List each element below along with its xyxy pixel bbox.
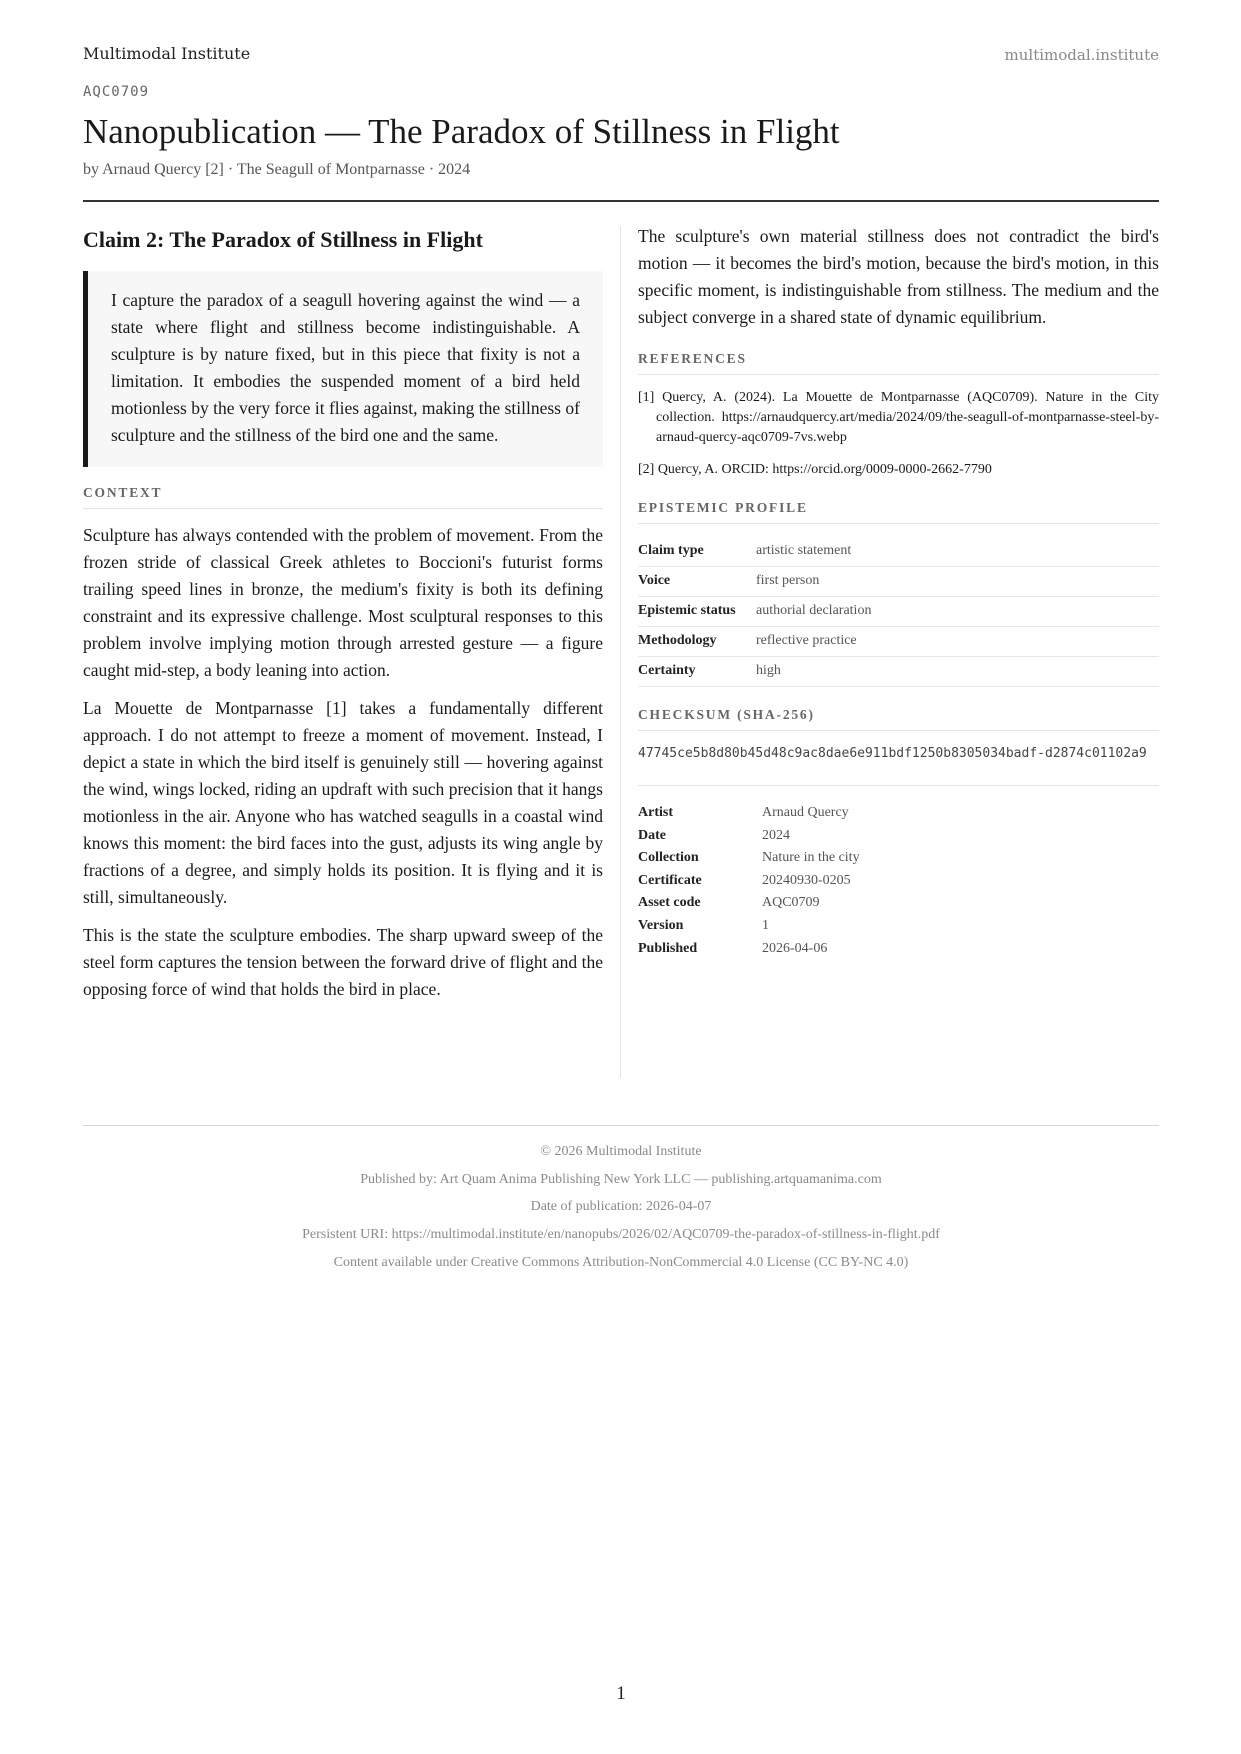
table-row <box>638 892 1159 915</box>
table-row <box>638 627 1159 657</box>
table-row <box>638 537 1159 567</box>
footer-copyright: © 2026 Multimodal Institute <box>540 1144 702 1159</box>
meta-value: Arnaud Quercy <box>762 805 849 820</box>
table-row <box>638 847 1159 870</box>
header-divider <box>83 200 1159 202</box>
profile-value: first person <box>756 567 1159 597</box>
profile-key: Certainty <box>638 657 756 687</box>
meta-value: 1 <box>762 917 769 933</box>
meta-key: Asset code <box>638 895 701 911</box>
right-column <box>638 226 1159 960</box>
table-row <box>638 802 1159 825</box>
reference-item: [2] Quercy, A. ORCID: https://orcid.org/0009-0000-2662-7790 <box>638 462 992 477</box>
meta-key: Published <box>638 940 698 956</box>
footer-publisher: Published by: Art Quam Anima Publishing New York LLC — publishing.artquamanima.com <box>360 1171 882 1187</box>
table-row <box>638 567 1159 597</box>
table-row <box>638 597 1159 627</box>
meta-key: Artist <box>638 805 673 820</box>
profile-key: Methodology <box>638 627 756 657</box>
context-paragraph: The sculpture's own material stillness does not contradict the bird's motion — it becomes the bird's motion, because the bird's motion, in this specific moment, is indistinguishable from stillness. The medium and the subject converge in a shared state of dynamic equilibrium. <box>638 226 1159 327</box>
footer-persistent-uri: Persistent URI: https://multimodal.institute/en/nanopubs/2026/02/AQC0709-the-paradox-of-stillness-in-flight.pdf <box>302 1227 940 1243</box>
institute-name: Multimodal Institute <box>83 44 251 63</box>
asset-code: AQC0709 <box>83 84 150 100</box>
meta-value: AQC0709 <box>762 895 820 911</box>
references-list <box>638 388 1159 480</box>
profile-value: reflective practice <box>756 627 1159 657</box>
page-footer <box>83 1143 1159 1281</box>
profile-value: high <box>756 657 1159 687</box>
checksum-label: CHECKSUM (SHA-256) <box>638 707 1159 731</box>
table-row <box>638 915 1159 938</box>
meta-key: Collection <box>638 850 699 866</box>
meta-key: Version <box>638 917 684 933</box>
meta-value: 20240930-0205 <box>762 872 851 888</box>
profile-key: Epistemic status <box>638 597 756 627</box>
profile-value: artistic statement <box>756 537 1159 567</box>
context-paragraph: This is the state the sculpture embodies. The sharp upward sweep of the steel form captures the tension between the forward drive of flight and the opposing force of wind that holds the bird in place. <box>83 925 603 999</box>
left-column <box>83 224 603 1014</box>
profile-key: Claim type <box>638 537 756 567</box>
table-row <box>638 657 1159 687</box>
column-divider <box>620 226 621 1078</box>
reference-item: [1] Quercy, A. (2024). La Mouette de Montparnasse (AQC0709). Nature in the City collection. https://arnaudquercy.art/media/2024/09/the-seagull-of-montparnasse-steel-by-arnaud-quercy-aqc0709-7vs.webp <box>638 390 1159 445</box>
claim-quote: I capture the paradox of a seagull hovering against the wind — a state where flight and stillness become indistinguishable. A sculpture is by nature fixed, but in this piece that fixity is not a limitation. It embodies the suspended moment of a bird held motionless by the very force it flies against, making the stillness of sculpture and the stillness of the bird one and the same. <box>83 271 603 467</box>
profile-value: authorial declaration <box>756 597 1159 627</box>
epistemic-profile-label: EPISTEMIC PROFILE <box>638 500 1159 524</box>
footer-divider <box>83 1125 1159 1126</box>
meta-value: 2024 <box>762 827 790 843</box>
references-label: REFERENCES <box>638 351 1159 375</box>
meta-value: Nature in the city <box>762 850 860 866</box>
document-page <box>83 0 1159 1754</box>
metadata-table <box>638 802 1159 960</box>
context-paragraph: La Mouette de Montparnasse [1] takes a fundamentally different approach. I do not attempt to freeze a moment of movement. Instead, I depict a state in which the bird itself is genuinely still — hovering against the wind, wings locked, riding an updraft with such precision that it hangs motionless in the air. Anyone who has watched seagulls in a coastal wind knows this moment: the bird faces into the gust, adjusts its wing angle by fractions of a degree, and simply holds its position. It is flying and it is still, simultaneously. <box>83 698 603 907</box>
footer-license: Content available under Creative Commons Attribution-NonCommercial 4.0 License (CC BY-NC 4.0) <box>333 1254 909 1270</box>
checksum-value: 47745ce5b8d80b45d48c9ac8dae6e911bdf1250b8305034badf-d2874c01102a9 <box>638 744 1159 786</box>
epistemic-profile-table <box>638 537 1159 687</box>
profile-key: Voice <box>638 567 756 597</box>
page-number: 1 <box>616 1683 626 1704</box>
site-domain: multimodal.institute <box>1004 46 1159 64</box>
meta-key: Date <box>638 827 666 843</box>
context-paragraph: Sculpture has always contended with the problem of movement. From the frozen stride of classical Greek athletes to Boccioni's futurist forms trailing speed lines in bronze, the medium's fixity is both its defining constraint and its expressive challenge. Most sculptural responses to this problem involve implying motion through arrested gesture — a figure caught mid-step, a body leaning into action. <box>83 525 603 680</box>
byline: by Arnaud Quercy [2] · The Seagull of Montparnasse · 2024 <box>83 161 471 178</box>
table-row <box>638 870 1159 893</box>
table-row <box>638 825 1159 848</box>
footer-publication-date: Date of publication: 2026-04-07 <box>530 1199 712 1215</box>
context-label: CONTEXT <box>83 485 603 509</box>
table-row <box>638 938 1159 961</box>
claim-title: Claim 2: The Paradox of Stillness in Flight <box>83 227 483 252</box>
meta-key: Certificate <box>638 872 702 888</box>
page-title: Nanopublication — The Paradox of Stillness in Flight <box>83 112 840 151</box>
meta-value: 2026-04-06 <box>762 940 828 956</box>
